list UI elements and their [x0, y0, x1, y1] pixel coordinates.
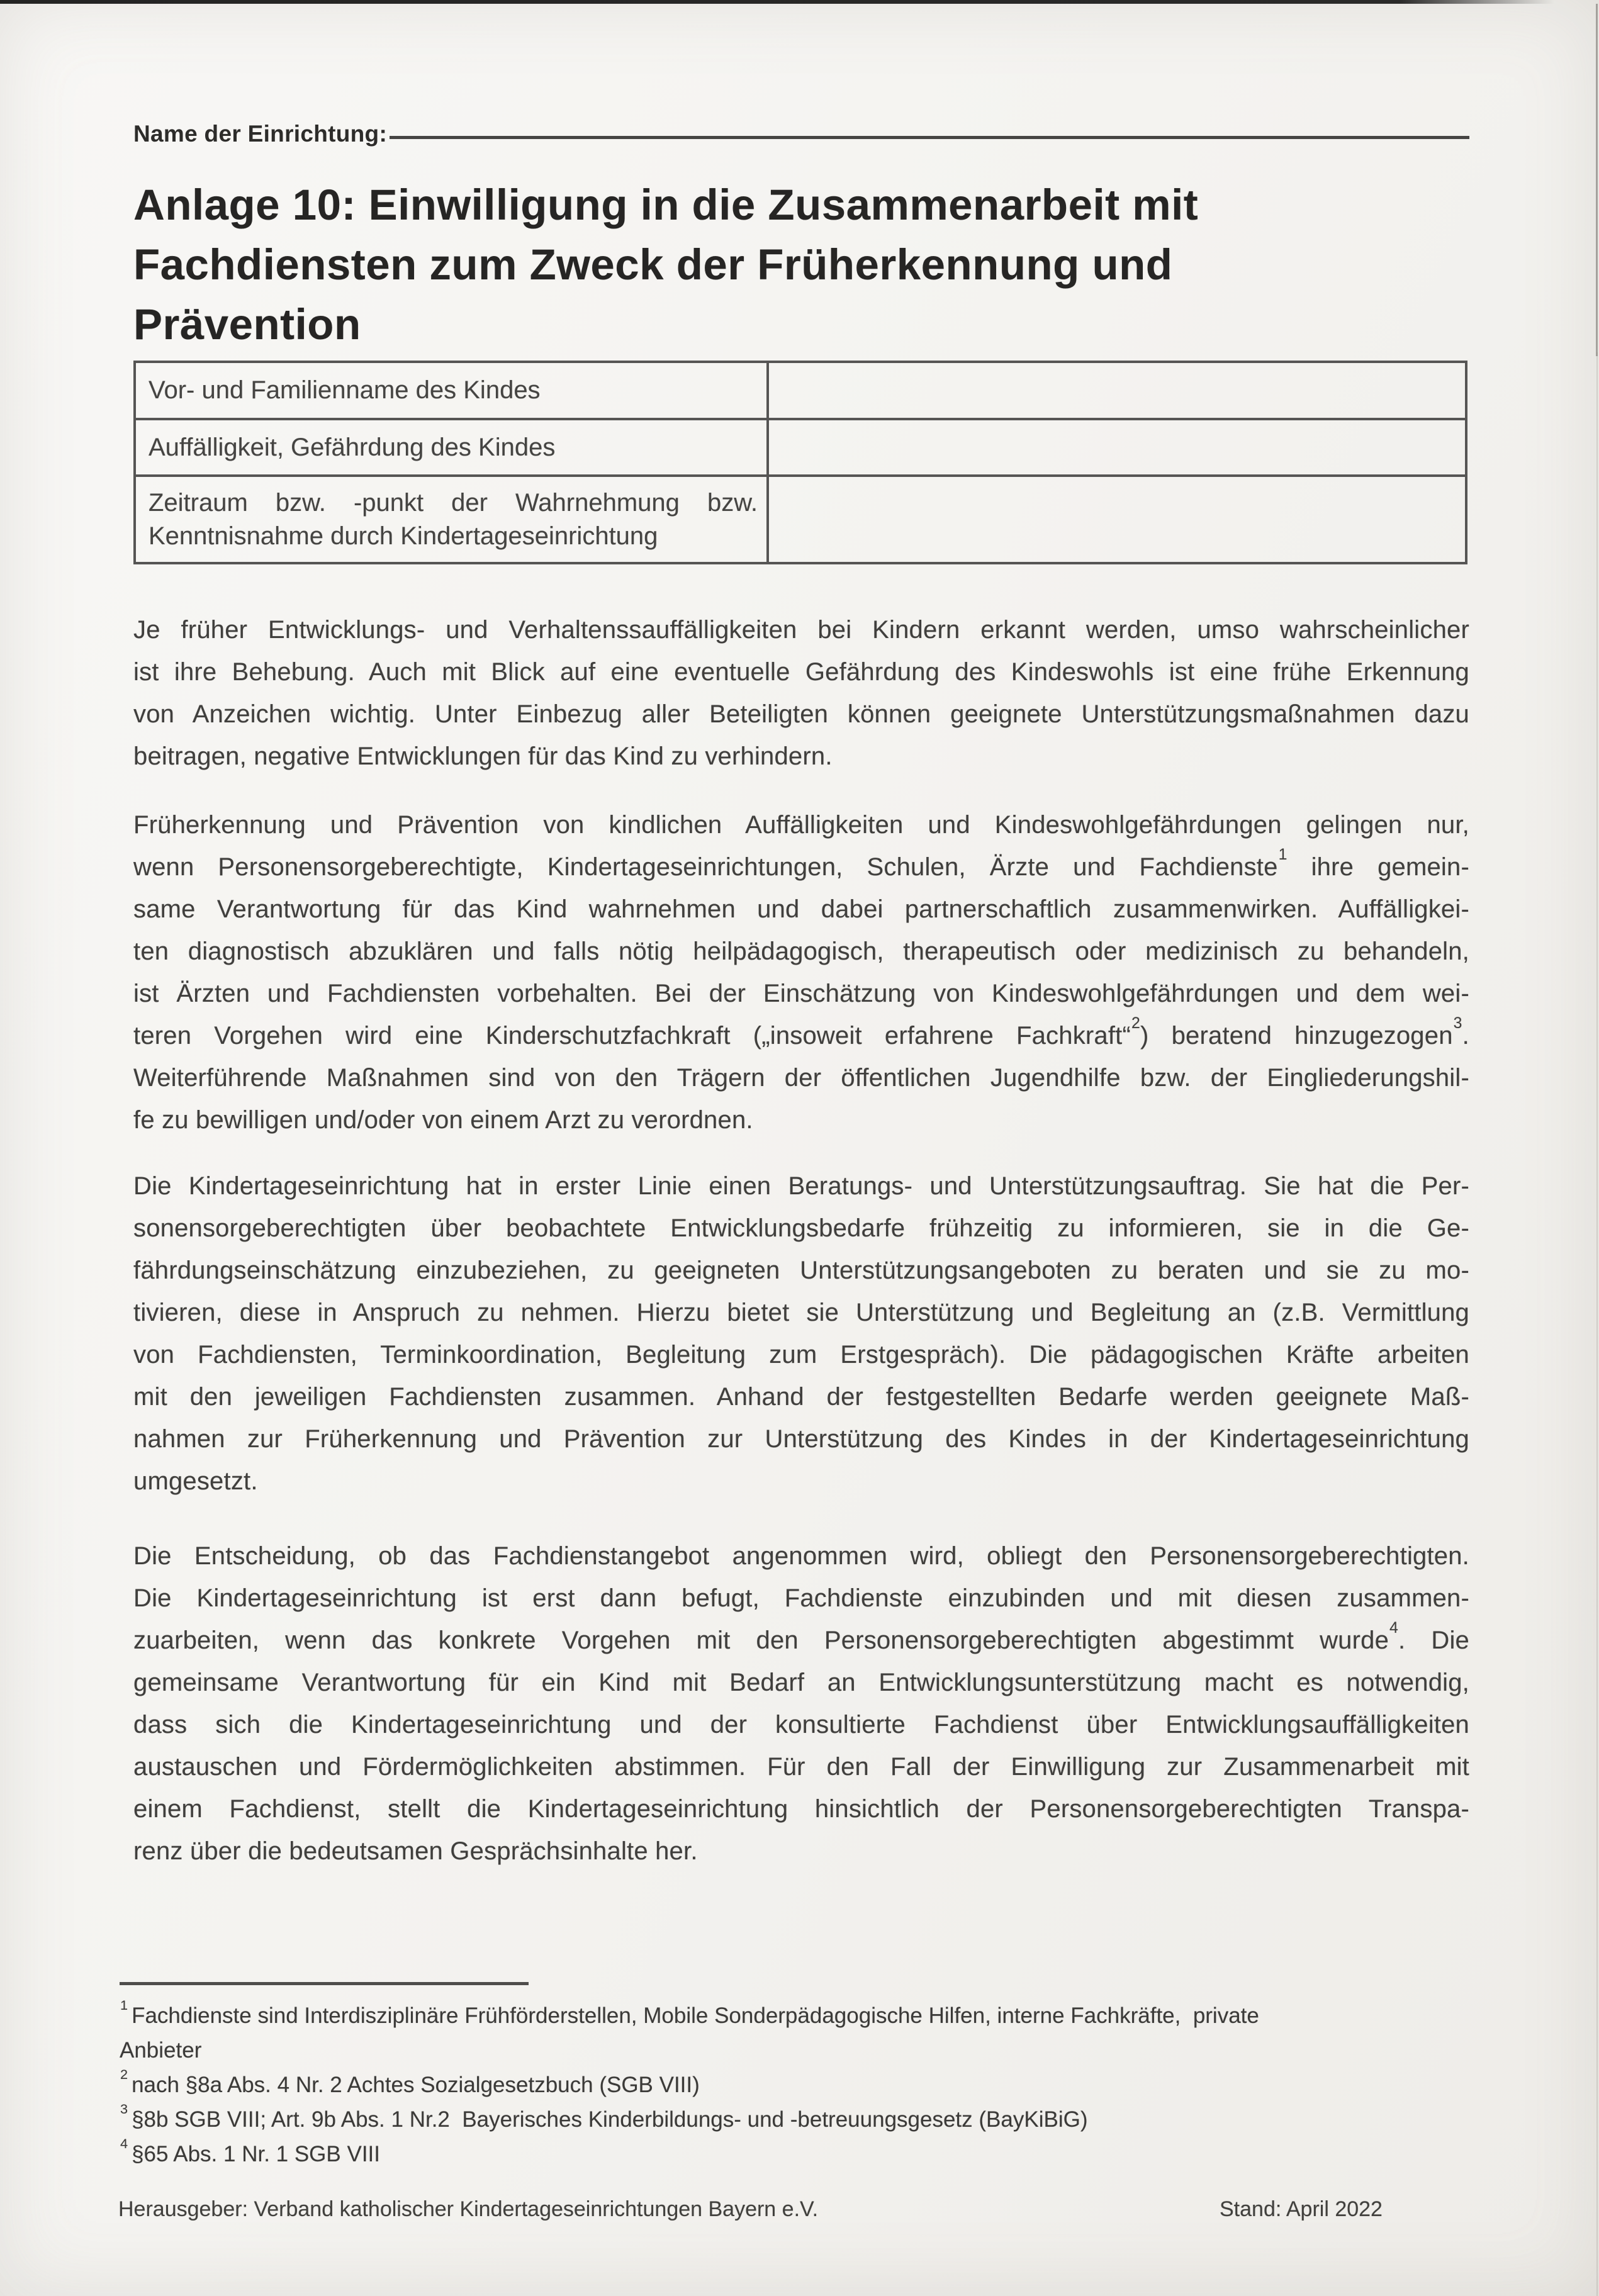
table-row	[135, 419, 1466, 476]
paragraph-line: Je früher Entwicklungs- und Verhaltenssauffälligkeiten bei Kindern erkannt werden, umso wahrscheinlicher	[133, 616, 1469, 644]
footnotes-block	[120, 1998, 1479, 2171]
footnote-marker: 1	[120, 1996, 128, 2013]
paragraph	[133, 609, 1469, 778]
paragraph-line: Die Kindertageseinrichtung ist erst dann befugt, Fachdienste einzubinden und mit diesen zusammen-	[133, 1584, 1469, 1612]
paragraph-line: ten diagnostisch abzuklären und falls nötig heilpädagogisch, therapeutisch oder medizinisch zu behandeln,	[133, 938, 1469, 965]
footnote-reference: 4	[1389, 1619, 1399, 1637]
footnote-marker: 4	[120, 2135, 128, 2151]
paragraph-line: renz über die bedeutsamen Gesprächsinhalte her.	[133, 1837, 698, 1865]
table-row-label: Vor- und Familienname des Kindes	[135, 362, 768, 419]
paragraph-line: zuarbeiten, wenn das konkrete Vorgehen mit den Personensorgeberechtigten abgestimmt wurde$^4$. Die	[133, 1619, 1469, 1654]
paragraph-line: sonensorgeberechtigten über beobachtete Entwicklungsbedarfe frühzeitig zu informieren, sie in die Ge-	[133, 1214, 1469, 1242]
table-row-value-blank	[768, 362, 1466, 419]
institution-name-label: Name der Einrichtung:	[133, 121, 388, 147]
paragraph-line: mit den jeweiligen Fachdiensten zusammen. Anhand der festgestellten Bedarfe werden geeignete Maß-	[133, 1383, 1469, 1411]
paragraph-line: ist Ärzten und Fachdiensten vorbehalten. Bei der Einschätzung von Kindeswohlgefährdungen und dem wei-	[133, 980, 1469, 1007]
scan-right-edge-faint-artifact	[1596, 352, 1598, 2296]
scan-top-edge-artifact	[0, 0, 1554, 4]
footnote: $^1$ Fachdienste sind Interdisziplinäre Frühförderstellen, Mobile Sonderpädagogische Hilfen, interne Fachkräfte, private Anbieter	[120, 1998, 1479, 2068]
paragraph	[133, 1535, 1469, 1873]
paragraph-line: beitragen, negative Entwicklungen für das Kind zu verhindern.	[133, 742, 833, 770]
paragraph-line: tivieren, diese in Anspruch zu nehmen. Hierzu bietet sie Unterstützung und Begleitung an (z.B. Vermittlung	[133, 1299, 1469, 1326]
table-row-value-blank	[768, 476, 1466, 563]
paragraph	[133, 804, 1469, 1141]
paragraph-line: von Anzeichen wichtig. Unter Einbezug aller Beteiligten können geeignete Unterstützungsmaßnahmen dazu	[133, 700, 1469, 728]
paragraph-line: teren Vorgehen wird eine Kinderschutzfachkraft („insoweit erfahrene Fachkraft“$^2$) beratend hinzugezogen$^3$.	[133, 1014, 1469, 1050]
footnote: $^3$ §8b SGB VIII; Art. 9b Abs. 1 Nr.2 Bayerisches Kinderbildungs- und -betreuungsgesetz (BayKiBiG)	[120, 2100, 1088, 2132]
paragraph-line: dass sich die Kindertageseinrichtung und der konsultierte Fachdienst über Entwicklungsauffälligkeiten	[133, 1711, 1469, 1739]
footnote-separator-rule	[120, 1982, 529, 1985]
table-row-label: Zeitraum bzw. -punkt der Wahrnehmung bzw. Kenntnisnahme durch Kindertageseinrichtung	[135, 476, 768, 563]
paragraph-line: von Fachdiensten, Terminkoordination, Begleitung zum Erstgespräch). Die pädagogischen Kräfte arbeiten	[133, 1341, 1469, 1369]
institution-name-row	[133, 121, 1469, 147]
paragraph-line: ist ihre Behebung. Auch mit Blick auf eine eventuelle Gefährdung des Kindeswohls ist eine frühe Erkennung	[133, 658, 1469, 686]
paragraph-line: wenn Personensorgeberechtigte, Kindertageseinrichtungen, Schulen, Ärzte und Fachdienste$^1$ ihre gemein-	[133, 846, 1469, 881]
table-row-label: Auffälligkeit, Gefährdung des Kindes	[135, 419, 768, 476]
paragraph-line: Die Kindertageseinrichtung hat in erster Linie einen Beratungs- und Unterstützungsauftrag. Sie hat die Per-	[133, 1172, 1469, 1200]
footer-date: Stand: April 2022	[1220, 2197, 1383, 2221]
document-title-line: Prävention	[133, 300, 361, 349]
paragraph-line: Weiterführende Maßnahmen sind von den Trägern der öffentlichen Jugendhilfe bzw. der Eingliederungshil-	[133, 1064, 1469, 1092]
document-title	[133, 175, 1518, 354]
paragraph-line: fährdungseinschätzung einzubeziehen, zu geeigneten Unterstützungsangeboten zu beraten und sie zu mo-	[133, 1257, 1469, 1284]
table-row	[135, 476, 1466, 563]
table-row	[135, 362, 1466, 419]
footnote-marker: 2	[120, 2066, 128, 2082]
institution-name-blank-line	[390, 136, 1469, 139]
document-title-line: Anlage 10: Einwilligung in die Zusammenarbeit mit	[133, 181, 1199, 229]
paragraph-line: nahmen zur Früherkennung und Prävention zur Unterstützung des Kindes in der Kindertageseinrichtung	[133, 1425, 1469, 1453]
scan-right-edge-artifact	[1596, 4, 1598, 356]
footnote-marker: 3	[120, 2100, 128, 2117]
footnote-reference: 2	[1131, 1014, 1141, 1032]
footnote: $^2$ nach §8a Abs. 4 Nr. 2 Achtes Sozialgesetzbuch (SGB VIII)	[120, 2066, 700, 2097]
paragraph	[133, 1165, 1469, 1503]
paragraph-line: einem Fachdienst, stellt die Kindertageseinrichtung hinsichtlich der Personensorgeberechtigten Transpa-	[133, 1795, 1469, 1823]
paragraph-line: austauschen und Fördermöglichkeiten abstimmen. Für den Fall der Einwilligung zur Zusammenarbeit mit	[133, 1753, 1469, 1781]
paragraph-line: Die Entscheidung, ob das Fachdienstangebot angenommen wird, obliegt den Personensorgeberechtigten.	[133, 1542, 1469, 1570]
paragraph-line: umgesetzt.	[133, 1467, 258, 1495]
info-table-body	[135, 362, 1466, 563]
paragraph-line: fe zu bewilligen und/oder von einem Arzt zu verordnen.	[133, 1106, 753, 1134]
footer-publisher: Herausgeber: Verband katholischer Kindertageseinrichtungen Bayern e.V.	[118, 2197, 819, 2221]
footnote-continuation-line: Anbieter	[120, 2038, 202, 2063]
footnote: $^4$ §65 Abs. 1 Nr. 1 SGB VIII	[120, 2135, 380, 2166]
paragraph-line: same Verantwortung für das Kind wahrnehmen und dabei partnerschaftlich zusammenwirken. Auffälligkei-	[133, 895, 1469, 923]
child-info-table	[133, 361, 1467, 564]
table-row-value-blank	[768, 419, 1466, 476]
paragraph-line: gemeinsame Verantwortung für ein Kind mit Bedarf an Entwicklungsunterstützung macht es notwendig,	[133, 1669, 1469, 1696]
footnote-reference: 1	[1278, 846, 1288, 863]
document-title-line: Fachdiensten zum Zweck der Früherkennung und	[133, 240, 1173, 289]
footnote-reference: 3	[1453, 1014, 1462, 1032]
paragraph-line: Früherkennung und Prävention von kindlichen Auffälligkeiten und Kindeswohlgefährdungen gelingen nur,	[133, 811, 1469, 839]
